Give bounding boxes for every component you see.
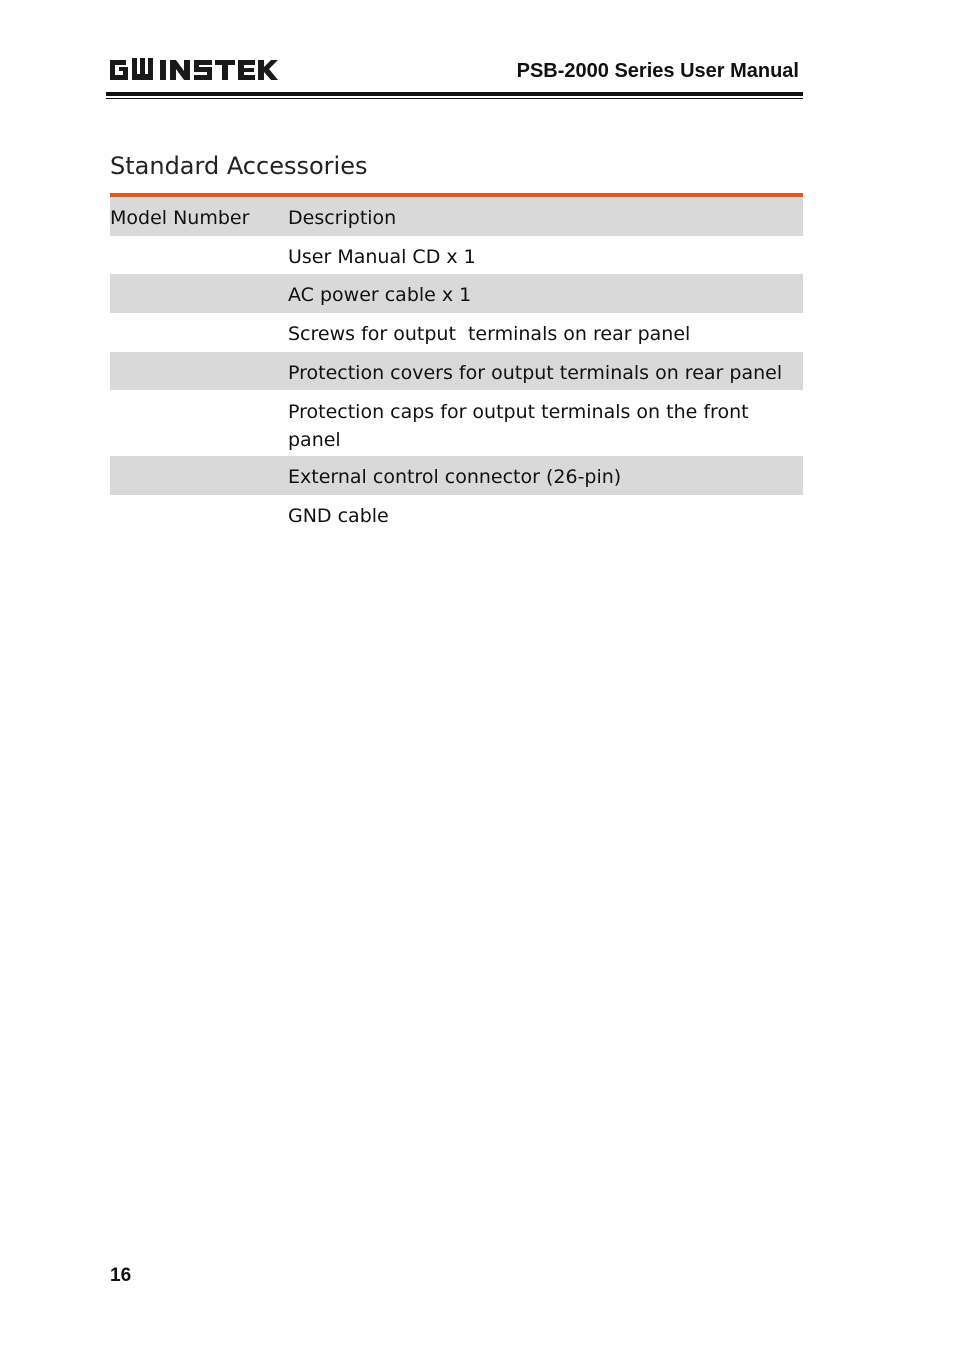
- table-row: [110, 456, 803, 495]
- table-row: [110, 236, 803, 274]
- header-rule-thin: [106, 98, 803, 99]
- description-cell: External control connector (26-pin): [288, 466, 622, 488]
- model-cell: [110, 236, 288, 274]
- table-row: [110, 495, 803, 534]
- model-cell: [110, 495, 288, 534]
- table-row: [110, 390, 803, 456]
- table-row: [110, 313, 803, 352]
- model-cell: [110, 313, 288, 352]
- accessories-table: [110, 197, 803, 534]
- table-row: [110, 352, 803, 390]
- gw-instek-logo: [108, 56, 278, 82]
- column-header-description: Description: [288, 207, 397, 229]
- page-number: 16: [110, 1265, 132, 1286]
- header-rule: [106, 92, 803, 96]
- description-cell: Protection covers for output terminals on rear panel: [288, 362, 783, 384]
- model-cell: [110, 456, 288, 495]
- description-cell: AC power cable x 1: [288, 284, 472, 306]
- table-header-row: [110, 197, 803, 236]
- manual-title: PSB-2000 Series User Manual: [516, 60, 799, 82]
- model-cell: [110, 352, 288, 390]
- description-cell: User Manual CD x 1: [288, 246, 476, 268]
- column-header-model-number: Model Number: [110, 207, 250, 229]
- description-cell: Protection caps for output terminals on the front panel: [288, 401, 749, 451]
- table-row: [110, 274, 803, 313]
- model-cell: [110, 390, 288, 456]
- description-cell: GND cable: [288, 505, 389, 527]
- description-cell: Screws for output terminals on rear panel: [288, 323, 691, 345]
- model-cell: [110, 274, 288, 313]
- section-title: Standard Accessories: [110, 152, 368, 180]
